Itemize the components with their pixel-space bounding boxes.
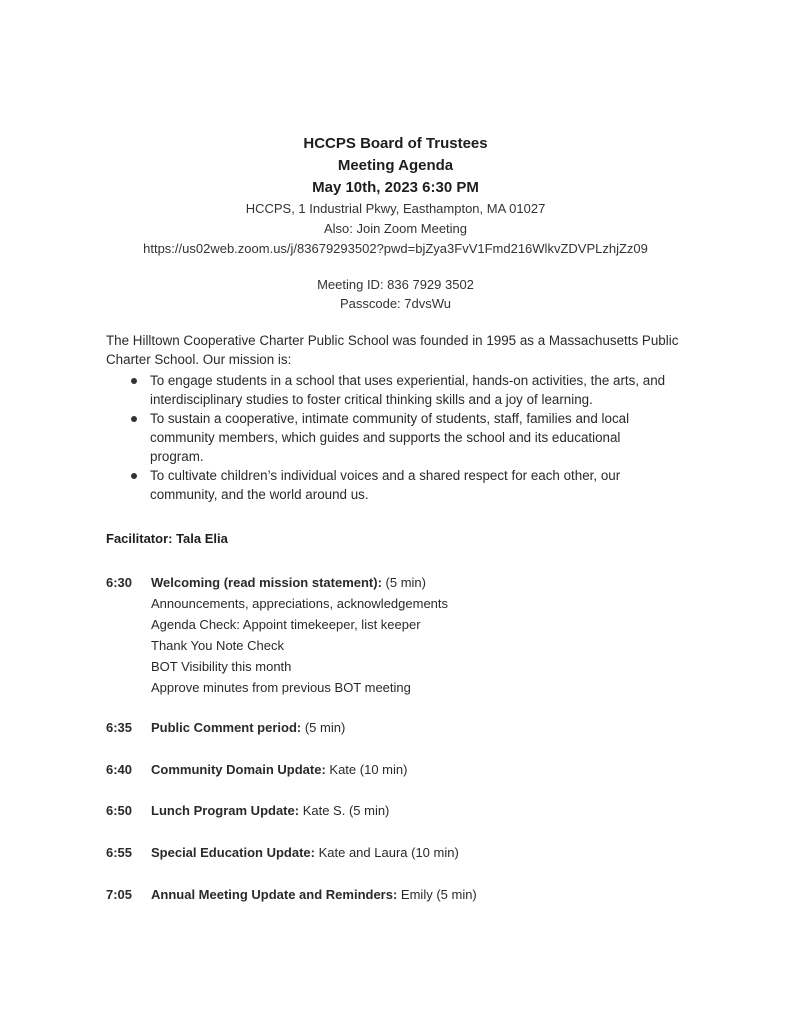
agenda-topic: Welcoming (read mission statement): <box>151 575 382 590</box>
agenda-detail: (5 min) <box>301 720 346 735</box>
agenda-subitem: Agenda Check: Appoint timekeeper, list keeper <box>151 617 421 632</box>
agenda-title: Meeting Agenda <box>337 157 454 174</box>
agenda-body <box>151 572 426 593</box>
agenda-topic: Annual Meeting Update and Reminders: <box>151 887 398 902</box>
agenda-topic: Community Domain Update: <box>151 762 326 777</box>
agenda-detail: (5 min) <box>381 575 426 590</box>
meeting-passcode: Passcode: 7dvsWu <box>339 296 452 311</box>
agenda-body <box>151 884 477 905</box>
agenda-topic: Public Comment period: <box>151 720 302 735</box>
meeting-id: Meeting ID: 836 7929 3502 <box>317 277 474 292</box>
bullet-icon <box>131 473 137 479</box>
agenda-subitem: Announcements, appreciations, acknowledgements <box>151 596 449 611</box>
agenda-subitems <box>151 593 448 698</box>
agenda-time: 6:30 <box>106 575 133 590</box>
mission-item-text: To cultivate children’s individual voices and a shared respect for each other, our community, and the world around us. <box>150 468 621 502</box>
agenda-body <box>151 800 389 821</box>
agenda-detail: Kate (10 min) <box>325 762 408 777</box>
agenda-subitem: Thank You Note Check <box>151 638 284 653</box>
agenda-time: 6:40 <box>106 762 133 777</box>
meeting-address: HCCPS, 1 Industrial Pkwy, Easthampton, MA 01027 <box>245 201 546 216</box>
mission-list <box>106 371 706 504</box>
meeting-date: May 10th, 2023 6:30 PM <box>312 179 479 196</box>
agenda-detail: Kate and Laura (10 min) <box>314 845 459 860</box>
board-title: HCCPS Board of Trustees <box>303 135 488 152</box>
mission-item-text: To engage students in a school that uses experiential, hands-on activities, the arts, and interdisciplinary studies to foster critical thinking skills and a joy of learning. <box>150 373 666 407</box>
facilitator: Facilitator: Tala Elia <box>106 531 228 546</box>
agenda-body <box>151 717 345 738</box>
agenda-topic: Special Education Update: <box>151 845 315 860</box>
zoom-link[interactable]: https://us02web.zoom.us/j/83679293502?pwd=bjZya3FvV1Fmd216WlkvZDVPLzhjZz09 <box>143 241 648 256</box>
agenda-body <box>151 759 407 780</box>
agenda-detail: Kate S. (5 min) <box>299 803 390 818</box>
agenda-subitem: BOT Visibility this month <box>151 659 292 674</box>
agenda-topic: Lunch Program Update: <box>151 803 300 818</box>
agenda-time: 6:50 <box>106 803 133 818</box>
agenda-body <box>151 842 459 863</box>
mission-item <box>106 466 670 504</box>
mission-item <box>106 371 670 409</box>
mission-intro: The Hilltown Cooperative Charter Public School was founded in 1995 as a Massachusetts Public Charter School. Our mission is: <box>106 333 679 367</box>
zoom-note: Also: Join Zoom Meeting <box>323 221 468 236</box>
mission-item-text: To sustain a cooperative, intimate community of students, staff, families and local community members, which guides and supports the school and its educational program. <box>150 411 630 464</box>
agenda-subitem: Approve minutes from previous BOT meeting <box>151 680 411 695</box>
meeting-credentials <box>0 275 791 313</box>
agenda-time: 6:35 <box>106 720 133 735</box>
bullet-icon <box>131 416 137 422</box>
agenda-time: 7:05 <box>106 887 133 902</box>
mission-item <box>106 409 670 466</box>
agenda-time: 6:55 <box>106 845 133 860</box>
bullet-icon <box>131 378 137 384</box>
agenda-header <box>0 133 791 259</box>
mission-section <box>106 331 706 504</box>
agenda-detail: Emily (5 min) <box>397 887 477 902</box>
